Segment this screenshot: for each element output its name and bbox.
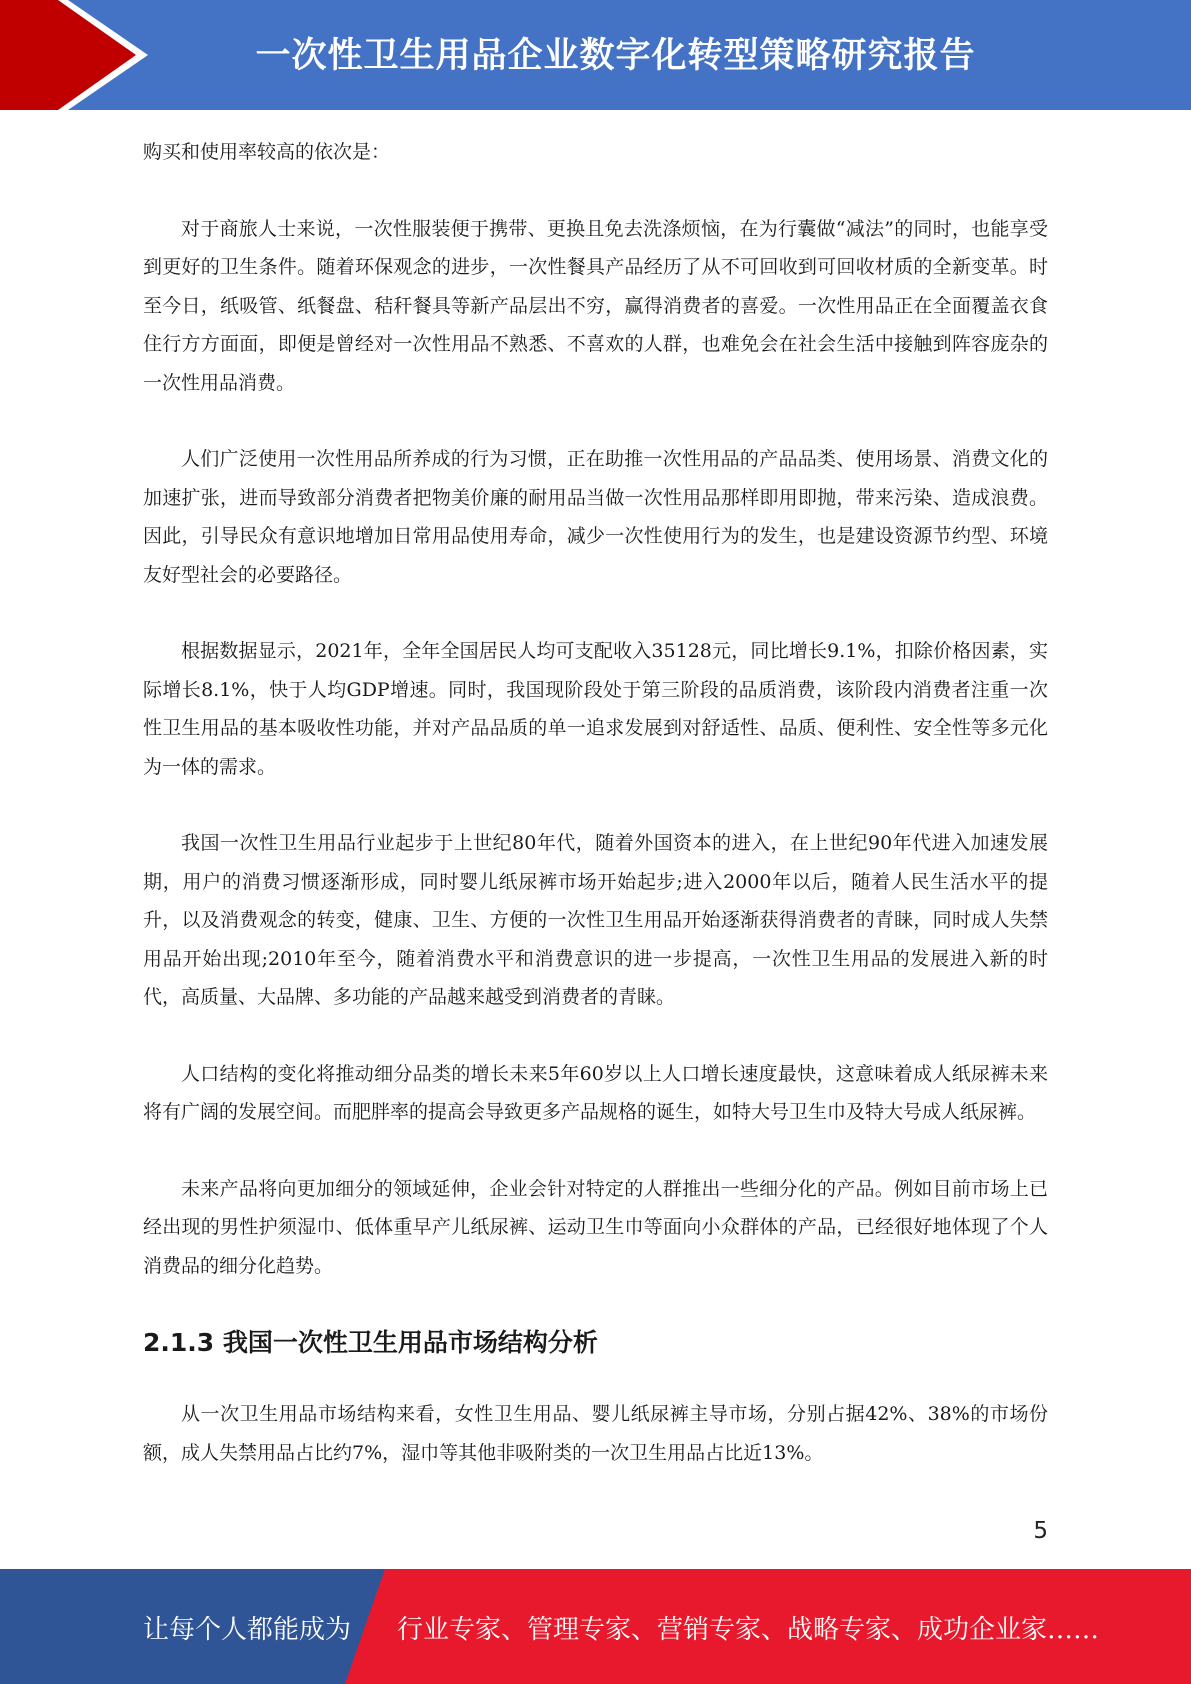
body-paragraph-2: 人们广泛使用一次性用品所养成的行为习惯，正在助推一次性用品的产品品类、使用场景、消费文化的加速扩张，进而导致部分消费者把物美价廉的耐用品当做一次性用品那样即用即抛，带来污染、造成浪费。因此，引导民众有意识地增加日常用品使用寿命，减少一次性使用行为的发生，也是建设资源节约型、环境友好型社会的必要路径。 [143,448,1048,586]
document-body [143,133,1048,1510]
header-arrow-decoration [0,0,160,110]
body-paragraph-3: 根据数据显示，2021年，全年全国居民人均可支配收入35128元，同比增长9.1%，扣除价格因素，实际增长8.1%，快于人均GDP增速。同时，我国现阶段处于第三阶段的品质消费，该阶段内消费者注重一次性卫生用品的基本吸收性功能，并对产品品质的单一追求发展到对舒适性、品质、便利性、安全性等多元化为一体的需求。 [143,640,1048,778]
page-footer [0,1569,1191,1684]
body-paragraph-1: 对于商旅人士来说，一次性服装便于携带、更换且免去洗涤烦恼，在为行囊做“减法”的同时，也能享受到更好的卫生条件。随着环保观念的进步，一次性餐具产品经历了从不可回收到可回收材质的全新变革。时至今日，纸吸管、纸餐盘、秸秆餐具等新产品层出不穷，赢得消费者的喜爱。一次性用品正在全面覆盖衣食住行方方面面，即便是曾经对一次性用品不熟悉、不喜欢的人群，也难免会在社会生活中接触到阵容庞杂的一次性用品消费。 [143,217,1048,394]
intro-paragraph: 购买和使用率较高的依次是： [143,141,391,163]
section-heading: 2.1.3 我国一次性卫生用品市场结构分析 [143,1328,598,1357]
footer-slogan-left: 让每个人都能成为 [143,1615,352,1645]
body-paragraph-5: 人口结构的变化将推动细分品类的增长未来5年60岁以上人口增长速度最快，这意味着成人纸尿裤未来将有广阔的发展空间。而肥胖率的提高会导致更多产品规格的诞生，如特大号卫生巾及特大号成人纸尿裤。 [143,1062,1048,1123]
page-number: 5 [1033,1518,1048,1544]
footer-slogan-right: 行业专家、管理专家、营销专家、战略专家、成功企业家…… [397,1615,1100,1645]
body-paragraph-4: 我国一次性卫生用品行业起步于上世纪80年代，随着外国资本的进入，在上世纪90年代进入加速发展期，用户的消费习惯逐渐形成，同时婴儿纸尿裤市场开始起步;进入2000年以后，随着人民生活水平的提升，以及消费观念的转变，健康、卫生、方便的一次性卫生用品开始逐渐获得消费者的青睐，同时成人失禁用品开始出现;2010年至今，随着消费水平和消费意识的进一步提高，一次性卫生用品的发展进入新的时代，高质量、大品牌、多功能的产品越来越受到消费者的青睐。 [143,832,1048,1008]
section-paragraph: 从一次卫生用品市场结构来看，女性卫生用品、婴儿纸尿裤主导市场，分别占据42%、38%的市场份额，成人失禁用品占比约7%，湿巾等其他非吸附类的一次卫生用品占比近13%。 [143,1403,1048,1464]
body-paragraph-6: 未来产品将向更加细分的领域延伸，企业会针对特定的人群推出一些细分化的产品。例如目前市场上已经出现的男性护须湿巾、低体重早产儿纸尿裤、运动卫生巾等面向小众群体的产品，已经很好地体现了个人消费品的细分化趋势。 [143,1177,1048,1277]
page-header [0,0,1191,110]
report-title: 一次性卫生用品企业数字化转型策略研究报告 [255,36,976,76]
